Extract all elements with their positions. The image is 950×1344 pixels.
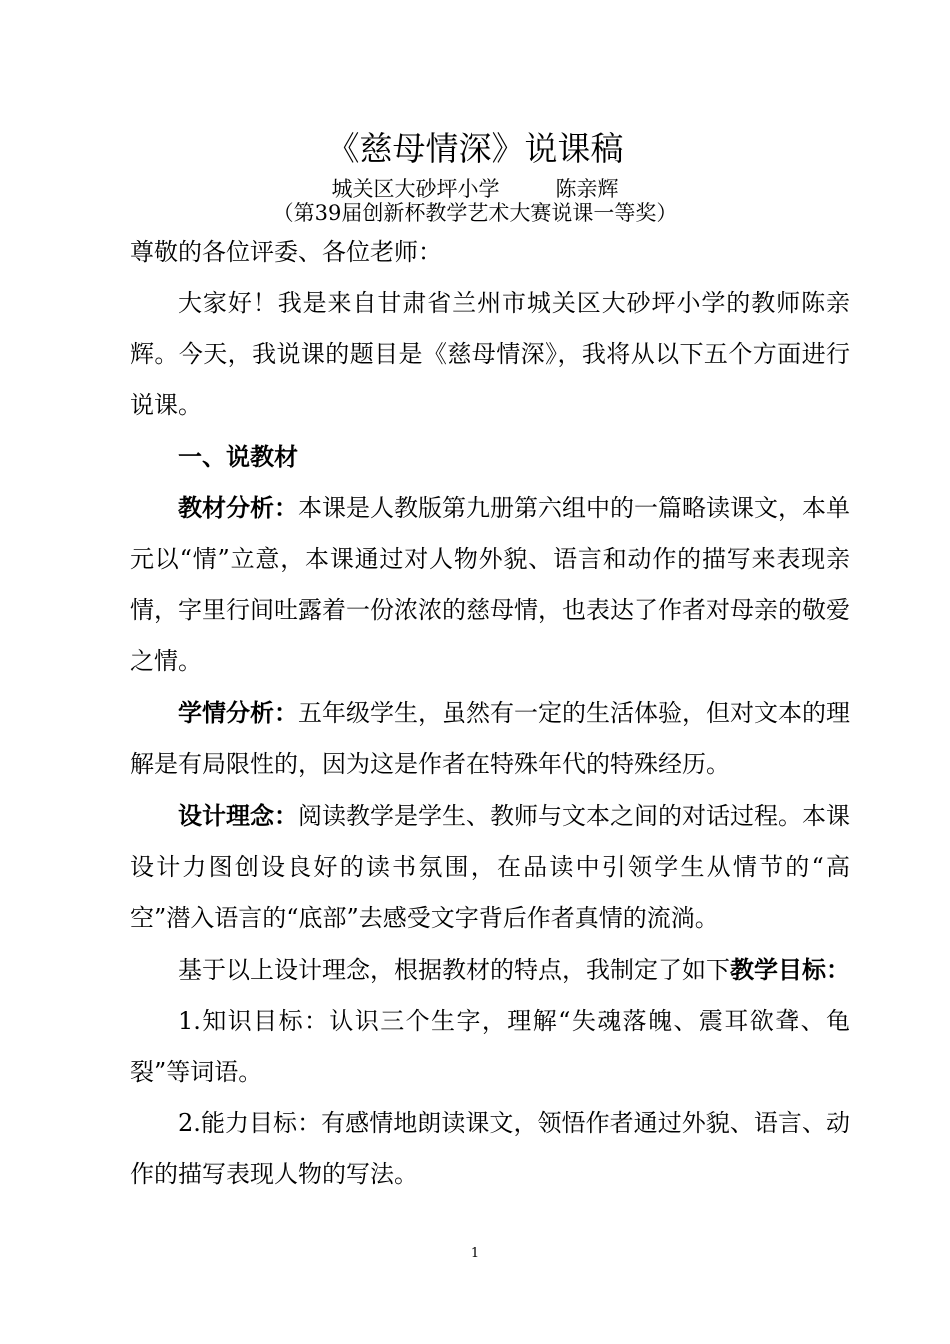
goal-2: 2.能力目标：有感情地朗读课文，领悟作者通过外貌、语言、动作的描写表现人物的写法。 — [130, 1109, 850, 1188]
concept-text: 阅读教学是学生、教师与文本之间的对话过程。本课设计力图创设良好的读书氛围，在品读中引领学生从情节的“高空”潜入语言的“底部”去感受文字背后作者真情的流淌。 — [130, 802, 850, 932]
salutation: 尊敬的各位评委、各位老师： — [130, 238, 442, 266]
goals-intro-paragraph — [130, 944, 850, 996]
intro-paragraph: 大家好！我是来自甘肃省兰州市城关区大砂坪小学的教师陈亲辉。今天，我说课的题目是《慈母情深》，我将从以下五个方面进行说课。 — [130, 289, 850, 419]
author-name: 陈亲辉 — [555, 177, 619, 201]
author-line — [0, 176, 950, 202]
document-title: 《慈母情深》说课稿 — [326, 129, 624, 168]
page-number: 1 — [470, 1246, 480, 1261]
award-line: （第39届创新杯教学艺术大赛说课一等奖） — [272, 201, 678, 225]
concept-paragraph — [130, 790, 850, 944]
students-text: 五年级学生，虽然有一定的生活体验，但对文本的理解是有局限性的，因为这是作者在特殊年代的特殊经历。 — [130, 699, 850, 778]
analysis-label: 教材分析： — [178, 493, 298, 522]
students-label: 学情分析： — [178, 698, 298, 727]
goals-label: 教学目标： — [730, 955, 850, 984]
analysis-text: 本课是人教版第九册第六组中的一篇略读课文，本单元以“情”立意，本课通过对人物外貌、语言和动作的描写来表现亲情，字里行间吐露着一份浓浓的慈母情，也表达了作者对母亲的敬爱之情。 — [130, 494, 850, 675]
school-name: 城关区大砂坪小学 — [331, 177, 500, 201]
students-paragraph — [130, 687, 850, 790]
goals-intro-text: 基于以上设计理念，根据教材的特点，我制定了如下 — [178, 956, 730, 984]
analysis-paragraph — [130, 482, 850, 687]
section-heading: 一、说教材 — [178, 442, 298, 471]
concept-label: 设计理念： — [178, 801, 298, 830]
document-body — [130, 227, 850, 1200]
goal-1: 1.知识目标：认识三个生字，理解“失魂落魄、震耳欲聋、龟裂”等词语。 — [130, 1007, 850, 1086]
